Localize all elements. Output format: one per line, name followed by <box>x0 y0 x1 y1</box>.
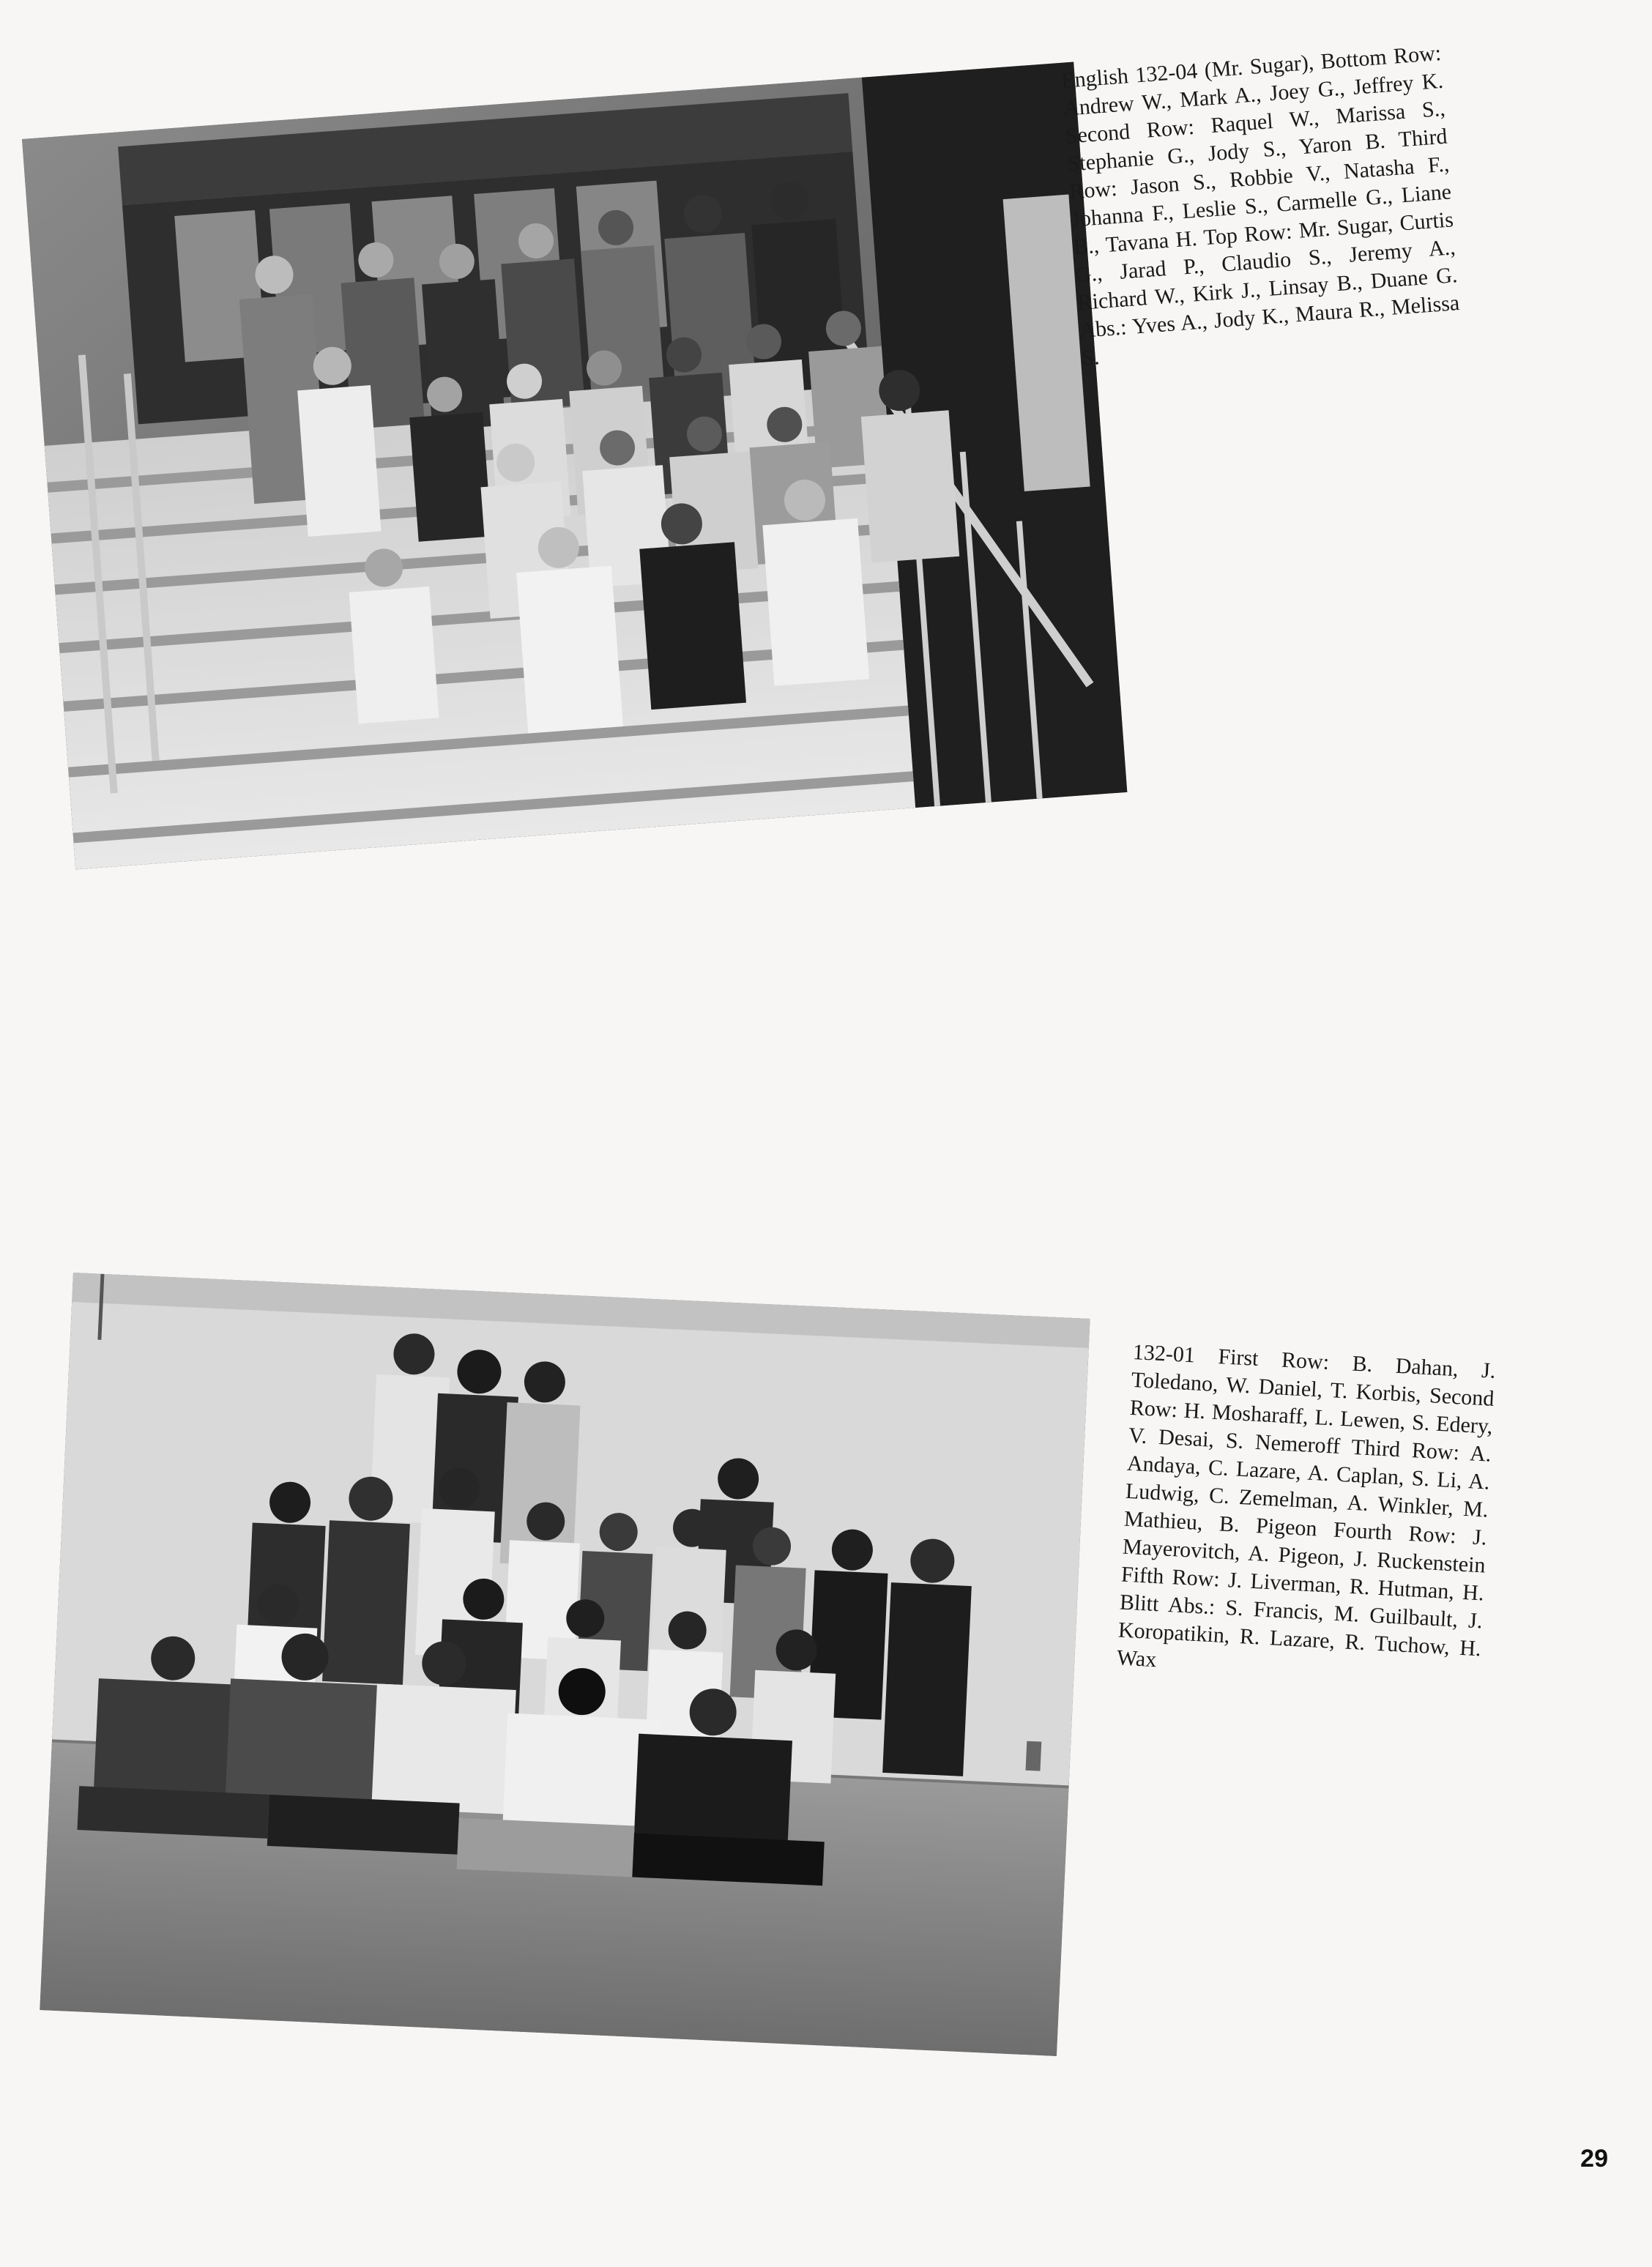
class-photo-steps <box>22 62 1127 870</box>
class-photo-steps-image <box>22 62 1127 870</box>
caption-english-132-04: English 132-04 (Mr. Sugar), Bottom Row: Andrew W., Mark A., Joey G., Jeffrey K. Second Row: Raquel W., Marissa S., Stephanie G., Jody S., Yaron B. Third Row: Jason S., Robbie V., Natasha F., Johanna F., Leslie S., Carmelle G., Liane B., Tavana H. Top Row: Mr. Sugar, Curtis G., Jarad P., Claudio S., Jeremy A., Richard W., Kirk J., Linsay B., Duane G. Abs.: Yves A., Jody K., Maura R., Melissa S. <box>1060 40 1461 371</box>
class-photo-hall-image <box>40 1273 1090 2056</box>
page-number: 29 <box>1580 2145 1608 2173</box>
class-photo-hall <box>40 1273 1090 2056</box>
caption-class-132-01: 132-01 First Row: B. Dahan, J. Toledano, W. Daniel, T. Korbis, Second Row: H. Mosharaff, L. Lewen, S. Edery, V. Desai, S. Nemeroff Third Row: A. Andaya, C. Lazare, A. Caplan, S. Li, A. Ludwig, C. Zemelman, A. Winkler, M. Mathieu, B. Pigeon Fourth Row: J. Mayerovitch, A. Pigeon, J. Ruckenstein Fifth Row: J. Liverman, R. Hutman, H. Blitt Abs.: S. Francis, M. Guilbault, J. Koropatikin, R. Lazare, R. Tuchow, H. Wax <box>1116 1339 1497 1672</box>
